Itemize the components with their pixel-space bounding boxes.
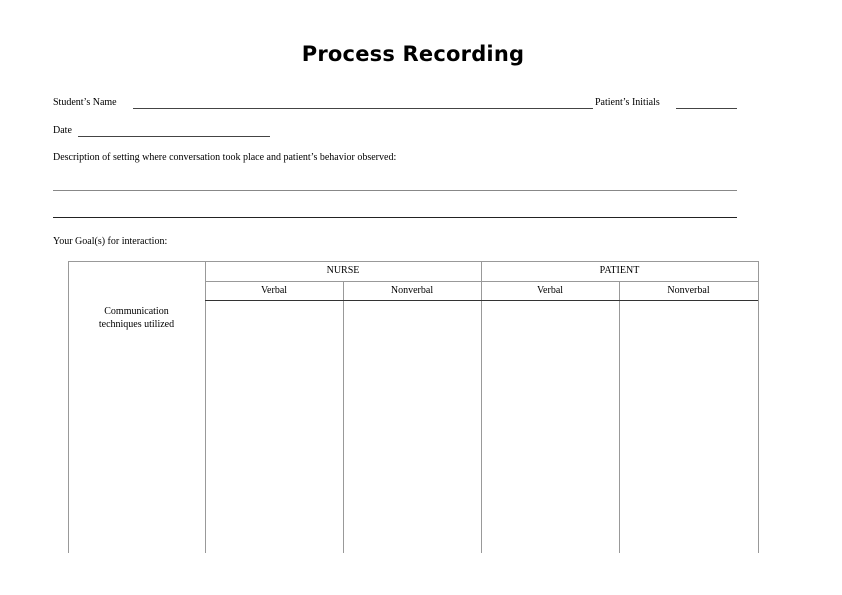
patient-verbal-cell[interactable] [482,302,618,553]
process-recording-table [68,261,758,553]
date-label: Date [53,125,72,136]
table-border-right [758,261,759,553]
row-label-line-1: Communication [104,306,169,317]
nurse-nonverbal-cell[interactable] [344,302,480,553]
patient-initials-label: Patient’s Initials [595,97,660,108]
patient-nonverbal-cell[interactable] [620,302,757,553]
description-line-2[interactable] [53,217,737,218]
patient-nonverbal-header: Nonverbal [667,285,710,296]
goals-label: Your Goal(s) for interaction: [53,236,168,247]
nurse-nonverbal-header: Nonverbal [390,285,434,296]
description-line-1[interactable] [53,190,737,191]
row-label-communication [68,305,205,331]
group-header-divider [205,281,758,282]
patient-verbal-header: Verbal [536,285,564,296]
student-name-label: Student’s Name [53,97,117,108]
nurse-header: NURSE [326,265,360,276]
nurse-verbal-header: Verbal [260,285,288,296]
row-label-line-2: techniques utilized [98,319,175,330]
date-field[interactable] [78,136,270,137]
description-label: Description of setting where conversation took place and patient’s behavior observed: [53,152,397,163]
page-title: Process Recording [301,42,525,66]
nurse-verbal-cell[interactable] [206,302,342,553]
patient-initials-field[interactable] [676,108,737,109]
sub-header-divider [205,300,758,301]
table-border-top [68,261,758,262]
patient-header: PATIENT [599,265,640,276]
student-name-field[interactable] [133,108,593,109]
